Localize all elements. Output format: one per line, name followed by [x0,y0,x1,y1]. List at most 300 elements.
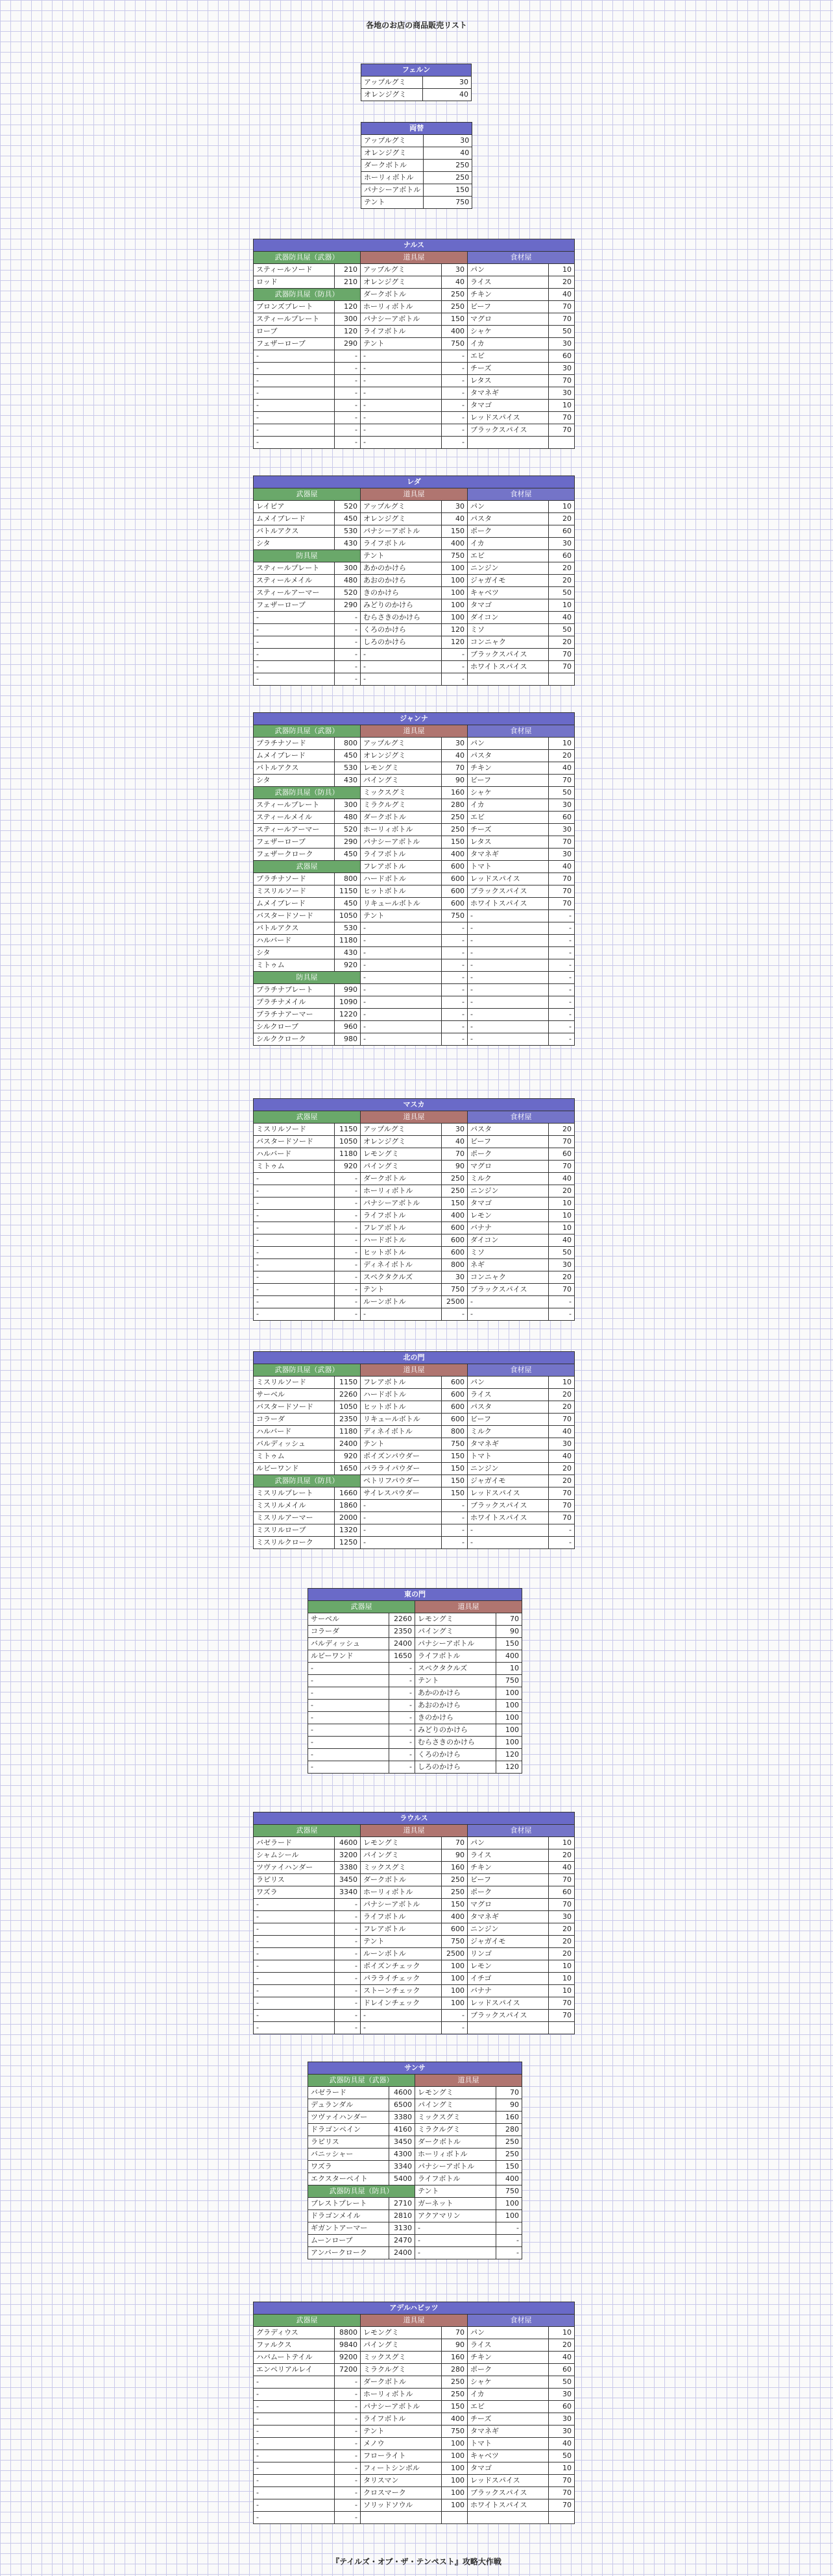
item-price: 600 [442,898,468,910]
item-name: みどりのかけら [361,599,442,612]
item-name [361,2512,442,2524]
item-name: ムーンローブ [308,2235,389,2247]
item-price: 10 [549,1222,575,1234]
item-price: 250 [442,824,468,836]
item-name: - [308,1737,389,1749]
item-name: ミックスグミ [415,2112,496,2124]
item-name: - [254,1284,335,1296]
table-row [308,1675,522,1687]
item-name: コラーダ [254,1414,335,1426]
column-header: 武器防具屋（武器） [254,1364,361,1377]
item-price: 90 [442,2339,468,2352]
item-price: - [335,1960,361,1973]
item-price: 3380 [389,2112,415,2124]
item-price [442,2512,468,2524]
table-row [254,1899,575,1911]
item-name: アクアマリン [415,2210,496,2222]
item-name: - [254,1296,335,1308]
table-row [254,525,575,538]
item-name: スティールアーマー [254,824,335,836]
item-name: ミルク [468,1426,549,1438]
item-name: パイングミ [361,2339,442,2352]
item-name: ハルバード [254,935,335,947]
column-header: 武器屋 [254,1111,361,1124]
item-name: ポイズンチェック [361,1960,442,1973]
item-name: エクスターペイト [308,2173,389,2185]
item-price: - [442,424,468,437]
item-name: キャベツ [468,587,549,599]
item-price: 450 [335,898,361,910]
item-name: ソリッドソウル [361,2499,442,2512]
item-price: 60 [549,350,575,363]
item-name: ルーンボトル [361,1948,442,1960]
item-name: - [254,1923,335,1936]
item-price: 250 [442,2376,468,2389]
item-price: 160 [496,2112,522,2124]
item-price: 60 [549,525,575,538]
item-name: - [254,1222,335,1234]
table-row [254,264,575,276]
item-name: シタ [254,538,335,550]
item-name: ミスリルクローク [254,1537,335,1549]
item-price: 1150 [335,885,361,898]
item-name: テント [361,1936,442,1948]
item-price: 70 [549,1414,575,1426]
footer-text: 『テイルズ・オブ・ザ・テンペスト』攻略大作戦 [332,2557,501,2566]
item-name: ホーリィボトル [361,172,424,184]
item-name: ミスリルアーマー [254,1512,335,1524]
item-name: タマゴ [468,2462,549,2475]
item-name: ムメイブレード [254,898,335,910]
item-price: 30 [549,799,575,812]
item-name: レタス [468,836,549,849]
table-row [308,1724,522,1737]
table-row [254,935,575,947]
item-name: - [308,1749,389,1761]
item-price: 150 [442,1198,468,1210]
item-name: フローライト [361,2450,442,2462]
item-name: パン [468,738,549,750]
item-price: 40 [549,762,575,775]
table-row [254,1438,575,1451]
item-price: 4600 [389,2087,415,2099]
item-price: 70 [442,762,468,775]
sub-header: 防具屋 [254,550,361,562]
item-price: 1250 [335,1537,361,1549]
item-price: 920 [335,959,361,972]
item-name: スティールプレート [254,799,335,812]
item-price: - [335,1923,361,1936]
item-name: - [254,2499,335,2512]
item-price: - [335,1271,361,1284]
column-header: 食材屋 [468,725,575,738]
item-price: - [442,1537,468,1549]
item-price: - [335,1234,361,1247]
item-name: ドラゴンメイル [308,2210,389,2222]
item-name: しろのかけら [361,636,442,649]
item-name: リキュールボトル [361,1414,442,1426]
item-name: きのかけら [415,1712,496,1724]
item-price: 120 [442,624,468,636]
item-price: 30 [549,538,575,550]
table-row [254,836,575,849]
item-name: ローブ [254,326,335,338]
table-row [254,1234,575,1247]
item-price: 750 [442,2426,468,2438]
item-price: 20 [549,513,575,525]
item-name: ホーリィボトル [361,2389,442,2401]
item-price: 2470 [389,2235,415,2247]
item-price: - [335,2512,361,2524]
item-price: 400 [442,1911,468,1923]
item-price: 250 [442,812,468,824]
item-name: ブラックスパイス [468,2010,549,2022]
item-name: ライフボトル [415,1650,496,1663]
table-row [361,197,472,209]
shop-name: 両替 [361,123,472,135]
item-price: 90 [442,1849,468,1862]
table-row [254,910,575,922]
item-name: - [361,959,442,972]
item-name: - [254,2450,335,2462]
table-row [254,1124,575,1136]
item-price: - [335,375,361,387]
shop-table [253,1812,575,2034]
item-name: - [254,2438,335,2450]
table-row [254,2389,575,2401]
table-row [254,1259,575,1271]
item-name: - [468,1524,549,1537]
item-price: 250 [496,2149,522,2161]
item-name: バトルアクス [254,525,335,538]
item-price: 30 [423,77,472,89]
item-price: 40 [442,1136,468,1148]
item-name: スペクタクルズ [361,1271,442,1284]
item-name: パナシーアボトル [361,313,442,326]
item-price: 60 [549,2364,575,2376]
table-row [254,738,575,750]
table-row [254,812,575,824]
item-price: - [335,2413,361,2426]
item-price: 1050 [335,910,361,922]
item-name: ジャガイモ [468,575,549,587]
item-name: - [254,2022,335,2034]
table-row [254,824,575,836]
item-price: - [549,1009,575,1021]
item-price: - [335,2022,361,2034]
item-price: 90 [442,1161,468,1173]
item-name: - [254,1247,335,1259]
item-price: 280 [442,2364,468,2376]
item-name: パナシーアボトル [361,836,442,849]
item-name: パナシーアボトル [415,1638,496,1650]
item-name: ツヴァイハンダー [254,1862,335,1874]
shop-table [361,64,472,101]
shop-name: 東の門 [308,1589,522,1601]
table-row [254,1537,575,1549]
item-name: テント [361,550,442,562]
item-price: 600 [442,1389,468,1401]
item-price: 70 [549,2499,575,2512]
item-name: テント [361,1284,442,1296]
item-name: ライフボトル [361,849,442,861]
sub-header: 武器防具屋（防具） [254,787,361,799]
item-name: レモングミ [361,1148,442,1161]
item-price: - [335,1973,361,1985]
item-price: 10 [549,1198,575,1210]
item-name: パラライチェック [361,1973,442,1985]
item-price: 2400 [389,2247,415,2259]
item-price: 20 [549,2339,575,2352]
item-name: ブラックスパイス [468,1284,549,1296]
item-name: - [254,437,335,449]
item-name: - [254,1173,335,1185]
item-name: ルビーワンド [254,1463,335,1475]
item-price: 100 [442,1997,468,2010]
item-name: ポーク [468,2364,549,2376]
table-row [308,2087,522,2099]
item-price: 600 [442,1377,468,1389]
item-price: 2350 [335,1414,361,1426]
item-price: - [335,624,361,636]
item-name: バナナ [468,1222,549,1234]
item-name: イカ [468,2389,549,2401]
item-name: ラピリス [254,1874,335,1886]
item-price: - [549,935,575,947]
table-row [254,2450,575,2462]
item-price: 450 [335,750,361,762]
item-name: アップルグミ [361,135,424,147]
item-name: ライス [468,1389,549,1401]
item-price: 40 [549,289,575,301]
item-price: 30 [549,2413,575,2426]
item-price: 20 [549,1389,575,1401]
item-price: 10 [549,264,575,276]
item-price: - [442,1524,468,1537]
item-name: ライフボトル [361,538,442,550]
shop-name: ナルス [254,239,575,252]
item-price: 30 [442,501,468,513]
table-row [254,575,575,587]
item-name: レッドスパイス [468,873,549,885]
item-name: - [254,424,335,437]
item-name: コンニャク [468,636,549,649]
item-name: - [361,1512,442,1524]
item-price: 30 [549,1911,575,1923]
table-row [254,1426,575,1438]
shop-name: アデルハビッツ [254,2302,575,2315]
item-name: - [361,400,442,412]
table-row [361,135,472,147]
item-price: 2400 [389,1638,415,1650]
item-name: - [254,673,335,686]
column-header: 道具屋 [361,2315,468,2327]
item-name: ホーリィボトル [361,1886,442,1899]
table-row [254,959,575,972]
item-price: 2500 [442,1296,468,1308]
item-name: - [254,2010,335,2022]
item-name: エビ [468,2401,549,2413]
item-name: キャベツ [468,2450,549,2462]
item-name: バトルアクス [254,922,335,935]
item-name: ニンジン [468,1185,549,1198]
item-price: 9840 [335,2339,361,2352]
item-price: 750 [442,1438,468,1451]
item-name: レイピア [254,501,335,513]
item-name: シタ [254,947,335,959]
item-price: 40 [549,2352,575,2364]
item-name: パイングミ [361,1849,442,1862]
item-price: - [442,996,468,1009]
item-price: 980 [335,1033,361,1046]
item-name: レッドスパイス [468,1487,549,1500]
item-price: 100 [496,1712,522,1724]
item-price: 600 [442,1414,468,1426]
item-price: 3340 [335,1886,361,1899]
item-name: - [254,1308,335,1321]
item-name: むらさきのかけら [361,612,442,624]
item-price: 1180 [335,1426,361,1438]
item-price: 600 [442,1923,468,1936]
table-row [254,1886,575,1899]
item-price: 100 [442,2462,468,2475]
item-price: - [335,412,361,424]
item-name: ラピリス [308,2136,389,2149]
item-name: チーズ [468,824,549,836]
item-price: - [442,412,468,424]
sub-header: 武器防具屋（防具） [254,1475,361,1487]
item-price: - [442,400,468,412]
item-price: 40 [424,147,472,160]
table-row [308,2235,522,2247]
item-price: 600 [442,873,468,885]
item-name: スティールアーマー [254,587,335,599]
item-name: シルククローク [254,1033,335,1046]
item-price: - [442,363,468,375]
item-price: 2500 [442,1948,468,1960]
item-price: 50 [549,624,575,636]
table-row [254,513,575,525]
item-name: フレアボトル [361,1222,442,1234]
item-price: 3380 [335,1862,361,1874]
item-name: ドラゴンペイン [308,2124,389,2136]
item-price: 100 [442,587,468,599]
column-header: 道具屋 [361,252,468,264]
item-price: - [335,2010,361,2022]
item-price: 150 [496,1638,522,1650]
item-price: - [549,910,575,922]
table-row [254,1033,575,1046]
item-price: 280 [496,2124,522,2136]
item-name: チーズ [468,2413,549,2426]
item-price: 40 [549,1862,575,1874]
item-name: トマト [468,2438,549,2450]
item-price: 600 [442,1222,468,1234]
item-name: - [254,350,335,363]
table-row [254,661,575,673]
item-name: ライフボトル [361,1911,442,1923]
item-price: 3450 [335,1874,361,1886]
item-price: 60 [549,1148,575,1161]
item-name: ダークボトル [361,2376,442,2389]
item-price: 30 [442,1124,468,1136]
item-price: 150 [442,1899,468,1911]
item-price: 3130 [389,2222,415,2235]
table-row [254,1475,575,1487]
item-price: 10 [549,1837,575,1849]
item-price: 20 [549,1923,575,1936]
item-name: チキン [468,1862,549,1874]
item-name: ミスリルプレート [254,1487,335,1500]
item-price: 70 [549,2487,575,2499]
item-name: ダークボトル [361,160,424,172]
item-name: - [254,1185,335,1198]
item-price: 120 [335,301,361,313]
table-row [254,437,575,449]
item-name [468,2512,549,2524]
item-name: - [254,375,335,387]
table-row [361,89,472,101]
item-name: バスタードソード [254,1401,335,1414]
table-row [254,1414,575,1426]
table-row [254,2413,575,2426]
item-name: - [254,2475,335,2487]
item-price: 400 [442,326,468,338]
item-name: ミスリルソード [254,1377,335,1389]
item-name: - [254,1997,335,2010]
shop-table [253,1098,575,1321]
item-price: 20 [549,1936,575,1948]
item-name: テント [361,197,424,209]
item-name: タマネギ [468,1911,549,1923]
item-name: ヒットボトル [361,885,442,898]
item-name: ホーリィボトル [361,824,442,836]
item-name: - [254,1960,335,1973]
item-price: 40 [549,1234,575,1247]
item-price: 20 [549,1475,575,1487]
item-name: パン [468,1377,549,1389]
item-price: 1090 [335,996,361,1009]
item-name: - [254,1198,335,1210]
table-row [254,599,575,612]
item-name: - [308,1675,389,1687]
item-name: ルビーワンド [308,1650,389,1663]
item-price: 4160 [389,2124,415,2136]
item-price: - [389,1687,415,1700]
column-header: 食材屋 [468,252,575,264]
item-name: くろのかけら [361,624,442,636]
item-name: ワズラ [308,2161,389,2173]
item-price: 70 [549,649,575,661]
table-row [254,649,575,661]
item-price: 100 [496,1687,522,1700]
item-price: 70 [549,1500,575,1512]
table-row [254,1222,575,1234]
item-name: タマネギ [468,387,549,400]
item-name: パン [468,501,549,513]
table-row [308,1626,522,1638]
table-row [308,1613,522,1626]
item-name: ジャガイモ [468,1475,549,1487]
table-row [308,1700,522,1712]
item-name: ハルバード [254,1148,335,1161]
item-name: シャケ [468,787,549,799]
item-price: 400 [496,2173,522,2185]
item-name: - [254,2389,335,2401]
sub-header: 防具屋 [254,972,361,984]
table-row [254,2364,575,2376]
item-price: 800 [442,1259,468,1271]
